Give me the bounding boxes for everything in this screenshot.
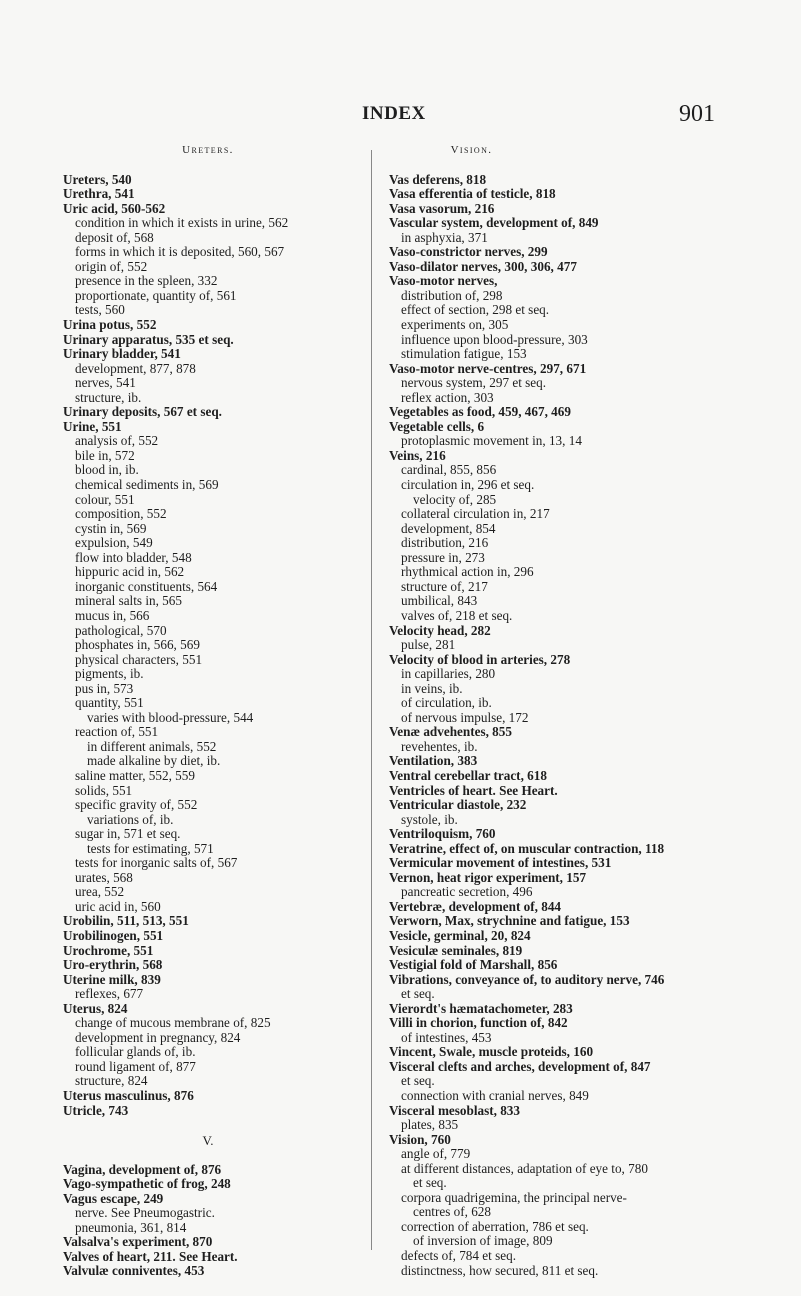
index-entry: at different distances, adaptation of eye to, 780 xyxy=(401,1160,648,1176)
index-entry: connection with cranial nerves, 849 xyxy=(401,1088,589,1103)
index-entry: centres of, 628 xyxy=(413,1204,491,1220)
index-entry: Vagina, development of, 876 xyxy=(63,1161,222,1177)
index-column-right xyxy=(389,143,764,1278)
index-entry: stimulation fatigue, 153 xyxy=(401,346,527,362)
index-entry: plates, 835 xyxy=(401,1117,459,1133)
index-entry: Vestigial fold of Marshall, 856 xyxy=(389,957,558,973)
index-entry: Vegetables as food, 459, 467, 469 xyxy=(389,404,571,420)
index-entry: phosphates in, 566, 569 xyxy=(75,637,200,653)
index-entry: distribution, 216 xyxy=(401,535,489,551)
index-entry: Vago-sympathetic of frog, 248 xyxy=(63,1176,231,1192)
index-entry: Vasa vasorum, 216 xyxy=(389,200,495,216)
index-entry: proportionate, quantity of, 561 xyxy=(75,287,237,303)
index-entry: quantity, 551 xyxy=(75,695,144,711)
index-entry: pulse, 281 xyxy=(401,637,456,653)
index-entry: condition in which it exists in urine, 562 xyxy=(75,215,289,231)
index-entry: deposit of, 568 xyxy=(75,229,154,245)
index-entry: mineral salts in, 565 xyxy=(75,593,182,609)
index-entry: Vierordt's hæmatachometer, 283 xyxy=(389,1000,573,1016)
column-heading-right: Vision. xyxy=(450,144,493,156)
index-entry: Vermicular movement of intestines, 531 xyxy=(389,855,612,871)
index-entry: valves of, 218 et seq. xyxy=(401,607,513,623)
index-entry: of circulation, ib. xyxy=(401,695,492,711)
index-entry: physical characters, 551 xyxy=(75,651,203,667)
index-entry: specific gravity of, 552 xyxy=(75,797,198,813)
index-entry: defects of, 784 et seq. xyxy=(401,1248,516,1264)
index-entry: tests for estimating, 571 xyxy=(87,840,214,856)
index-entry: correction of aberration, 786 et seq. xyxy=(401,1218,589,1234)
index-entry: Vaso-constrictor nerves, 299 xyxy=(389,244,548,260)
index-entry: angle of, 779 xyxy=(401,1146,471,1162)
index-entry: structure, 824 xyxy=(75,1073,148,1089)
index-entry: Valvulæ conniventes, 453 xyxy=(63,1263,205,1279)
index-entry: pus in, 573 xyxy=(75,680,134,696)
index-entry: Uric acid, 560-562 xyxy=(63,200,166,216)
index-entry: Veins, 216 xyxy=(389,447,446,463)
index-entry: et seq. xyxy=(413,1175,447,1191)
index-entry: et seq. xyxy=(401,1073,435,1089)
index-entry: Visceral mesoblast, 833 xyxy=(389,1102,520,1118)
index-entry: Venæ advehentes, 855 xyxy=(389,724,512,740)
section-letter: V. xyxy=(202,1133,214,1149)
index-entry: in different animals, 552 xyxy=(87,738,217,754)
index-entry: Valves of heart, 211. See Heart. xyxy=(63,1248,238,1264)
index-entry: circulation in, 296 et seq. xyxy=(401,477,535,493)
index-entry: Ventricular diastole, 232 xyxy=(389,797,527,813)
index-entry: Ureters, 540 xyxy=(63,171,132,187)
index-entry: Urobilinogen, 551 xyxy=(63,927,164,943)
index-entry: reaction of, 551 xyxy=(75,724,159,740)
index-entry: nerve. See Pneumogastric. xyxy=(75,1205,215,1221)
index-entry: Urethra, 541 xyxy=(63,186,135,202)
index-entry: analysis of, 552 xyxy=(75,433,159,449)
index-entry: Ventral cerebellar tract, 618 xyxy=(389,767,547,783)
page-number: 901 xyxy=(679,101,715,127)
index-entry: Villi in chorion, function of, 842 xyxy=(389,1015,568,1031)
index-entry: solids, 551 xyxy=(75,782,133,798)
index-entry: et seq. xyxy=(401,986,435,1002)
index-entry: saline matter, 552, 559 xyxy=(75,767,195,783)
index-entry: Urochrome, 551 xyxy=(63,942,154,958)
index-entry: pneumonia, 361, 814 xyxy=(75,1219,187,1235)
index-entry: urea, 552 xyxy=(75,884,125,900)
index-entry: Vision, 760 xyxy=(389,1131,451,1147)
index-entry: of nervous impulse, 172 xyxy=(401,709,529,725)
index-entry: Velocity of blood in arteries, 278 xyxy=(389,651,571,667)
index-entry: effect of section, 298 et seq. xyxy=(401,302,550,318)
index-entry: composition, 552 xyxy=(75,506,167,522)
index-entry: Urinary bladder, 541 xyxy=(63,346,181,362)
index-entry: reflexes, 677 xyxy=(75,986,144,1002)
index-entry: protoplasmic movement in, 13, 14 xyxy=(401,433,582,449)
index-entry: velocity of, 285 xyxy=(413,491,497,507)
index-entry: systole, ib. xyxy=(401,811,458,827)
running-title: INDEX xyxy=(362,103,426,124)
index-entry: Urinary deposits, 567 et seq. xyxy=(63,404,222,420)
index-entry: development, 854 xyxy=(401,520,496,536)
index-entry: distinctness, how secured, 811 et seq. xyxy=(401,1262,599,1278)
index-entry: tests for inorganic salts of, 567 xyxy=(75,855,238,871)
index-entry: presence in the spleen, 332 xyxy=(75,273,218,289)
index-entry: reflex action, 303 xyxy=(401,389,494,405)
page-header xyxy=(0,103,801,133)
index-entry: Uterus masculinus, 876 xyxy=(63,1088,194,1103)
index-entry: Urine, 551 xyxy=(63,418,122,434)
index-entry: Ventriloquism, 760 xyxy=(389,826,496,842)
index-entry: influence upon blood-pressure, 303 xyxy=(401,331,588,347)
index-entry-list-left xyxy=(63,173,423,1119)
index-entry: Vertebræ, development of, 844 xyxy=(389,898,562,914)
index-entry: Uro-erythrin, 568 xyxy=(63,957,163,973)
index-entry: sugar in, 571 et seq. xyxy=(75,826,181,842)
index-entry: Valsalva's experiment, 870 xyxy=(63,1234,213,1250)
index-entry: Vesicle, germinal, 20, 824 xyxy=(389,927,531,943)
index-entry: in asphyxia, 371 xyxy=(401,229,488,245)
index-entry: mucus in, 566 xyxy=(75,607,150,623)
index-entry: of inversion of image, 809 xyxy=(413,1233,553,1249)
index-entry: Velocity head, 282 xyxy=(389,622,491,638)
index-entry: Uterus, 824 xyxy=(63,1000,128,1016)
index-entry: Vesiculæ seminales, 819 xyxy=(389,942,523,958)
index-entry: forms in which it is deposited, 560, 567 xyxy=(75,244,285,260)
index-entry: development in pregnancy, 824 xyxy=(75,1029,241,1045)
index-entry: Ventricles of heart. See Heart. xyxy=(389,782,558,798)
index-entry-list-right xyxy=(389,173,764,1279)
index-entry: pressure in, 273 xyxy=(401,549,485,565)
index-entry: Vibrations, conveyance of, to auditory nerve, 746 xyxy=(389,971,665,987)
index-entry: Uterine milk, 839 xyxy=(63,971,161,987)
index-entry: Urinary apparatus, 535 et seq. xyxy=(63,331,234,347)
index-entry: hippuric acid in, 562 xyxy=(75,564,185,580)
index-entry: pigments, ib. xyxy=(75,666,144,682)
index-entry: corpora quadrigemina, the principal nerve- xyxy=(401,1189,627,1205)
index-entry: change of mucous membrane of, 825 xyxy=(75,1015,271,1031)
index-entry: blood in, ib. xyxy=(75,462,139,478)
index-entry: Vascular system, development of, 849 xyxy=(389,215,599,231)
index-entry: structure of, 217 xyxy=(401,578,488,594)
index-entry: Verworn, Max, strychnine and fatigue, 153 xyxy=(389,913,630,929)
index-entry: Veratrine, effect of, on muscular contraction, 118 xyxy=(389,840,665,856)
index-entry: Vegetable cells, 6 xyxy=(389,418,485,434)
index-entry: distribution of, 298 xyxy=(401,287,503,303)
index-entry: Vincent, Swale, muscle proteids, 160 xyxy=(389,1044,594,1060)
index-entry: colour, 551 xyxy=(75,491,135,507)
index-entry: structure, ib. xyxy=(75,389,142,405)
index-entry: cardinal, 855, 856 xyxy=(401,462,497,478)
index-entry: Urina potus, 552 xyxy=(63,317,157,333)
index-entry: Visceral clefts and arches, development of, 847 xyxy=(389,1058,651,1074)
index-entry: urates, 568 xyxy=(75,869,133,885)
index-entry: origin of, 552 xyxy=(75,258,148,274)
index-entry: tests, 560 xyxy=(75,302,125,318)
index-entry: Utricle, 743 xyxy=(63,1102,129,1118)
index-entry: follicular glands of, ib. xyxy=(75,1044,196,1060)
index-entry: made alkaline by diet, ib. xyxy=(87,753,221,769)
index-entry: Vaso-dilator nerves, 300, 306, 477 xyxy=(389,258,577,274)
index-entry: variations of, ib. xyxy=(87,811,174,827)
index-entry: rhythmical action in, 296 xyxy=(401,564,534,580)
index-entry: Vaso-motor nerve-centres, 297, 671 xyxy=(389,360,587,376)
index-column-left xyxy=(63,143,423,1279)
index-entry-list-left-v xyxy=(63,1163,423,1279)
index-entry: chemical sediments in, 569 xyxy=(75,477,219,493)
index-entry: pancreatic secretion, 496 xyxy=(401,884,533,900)
index-entry: umbilical, 843 xyxy=(401,593,478,609)
index-entry: Vernon, heat rigor experiment, 157 xyxy=(389,869,587,885)
index-entry: in veins, ib. xyxy=(401,680,463,696)
index-entry: uric acid in, 560 xyxy=(75,898,161,914)
index-entry: pathological, 570 xyxy=(75,622,167,638)
index-entry: flow into bladder, 548 xyxy=(75,549,192,565)
index-entry: varies with blood-pressure, 544 xyxy=(87,709,254,725)
index-entry: experiments on, 305 xyxy=(401,317,509,333)
index-entry: revehentes, ib. xyxy=(401,738,478,754)
index-entry: Vagus escape, 249 xyxy=(63,1190,164,1206)
index-entry: expulsion, 549 xyxy=(75,535,153,551)
index-entry: development, 877, 878 xyxy=(75,360,196,376)
index-entry: inorganic constituents, 564 xyxy=(75,578,218,594)
index-entry: collateral circulation in, 217 xyxy=(401,506,550,522)
index-entry: Vasa efferentia of testicle, 818 xyxy=(389,186,556,202)
index-entry: cystin in, 569 xyxy=(75,520,147,536)
index-entry: round ligament of, 877 xyxy=(75,1058,196,1074)
index-entry: of intestines, 453 xyxy=(401,1029,492,1045)
index-entry: nerves, 541 xyxy=(75,375,136,391)
index-entry: Vaso-motor nerves, xyxy=(389,273,498,289)
index-entry: nervous system, 297 et seq. xyxy=(401,375,547,391)
index-entry: Ventilation, 383 xyxy=(389,753,478,769)
index-entry: Urobilin, 511, 513, 551 xyxy=(63,913,189,929)
column-heading-left: Ureters. xyxy=(182,144,234,156)
index-entry: in capillaries, 280 xyxy=(401,666,496,682)
index-entry: bile in, 572 xyxy=(75,447,135,463)
index-entry: Vas deferens, 818 xyxy=(389,171,487,187)
